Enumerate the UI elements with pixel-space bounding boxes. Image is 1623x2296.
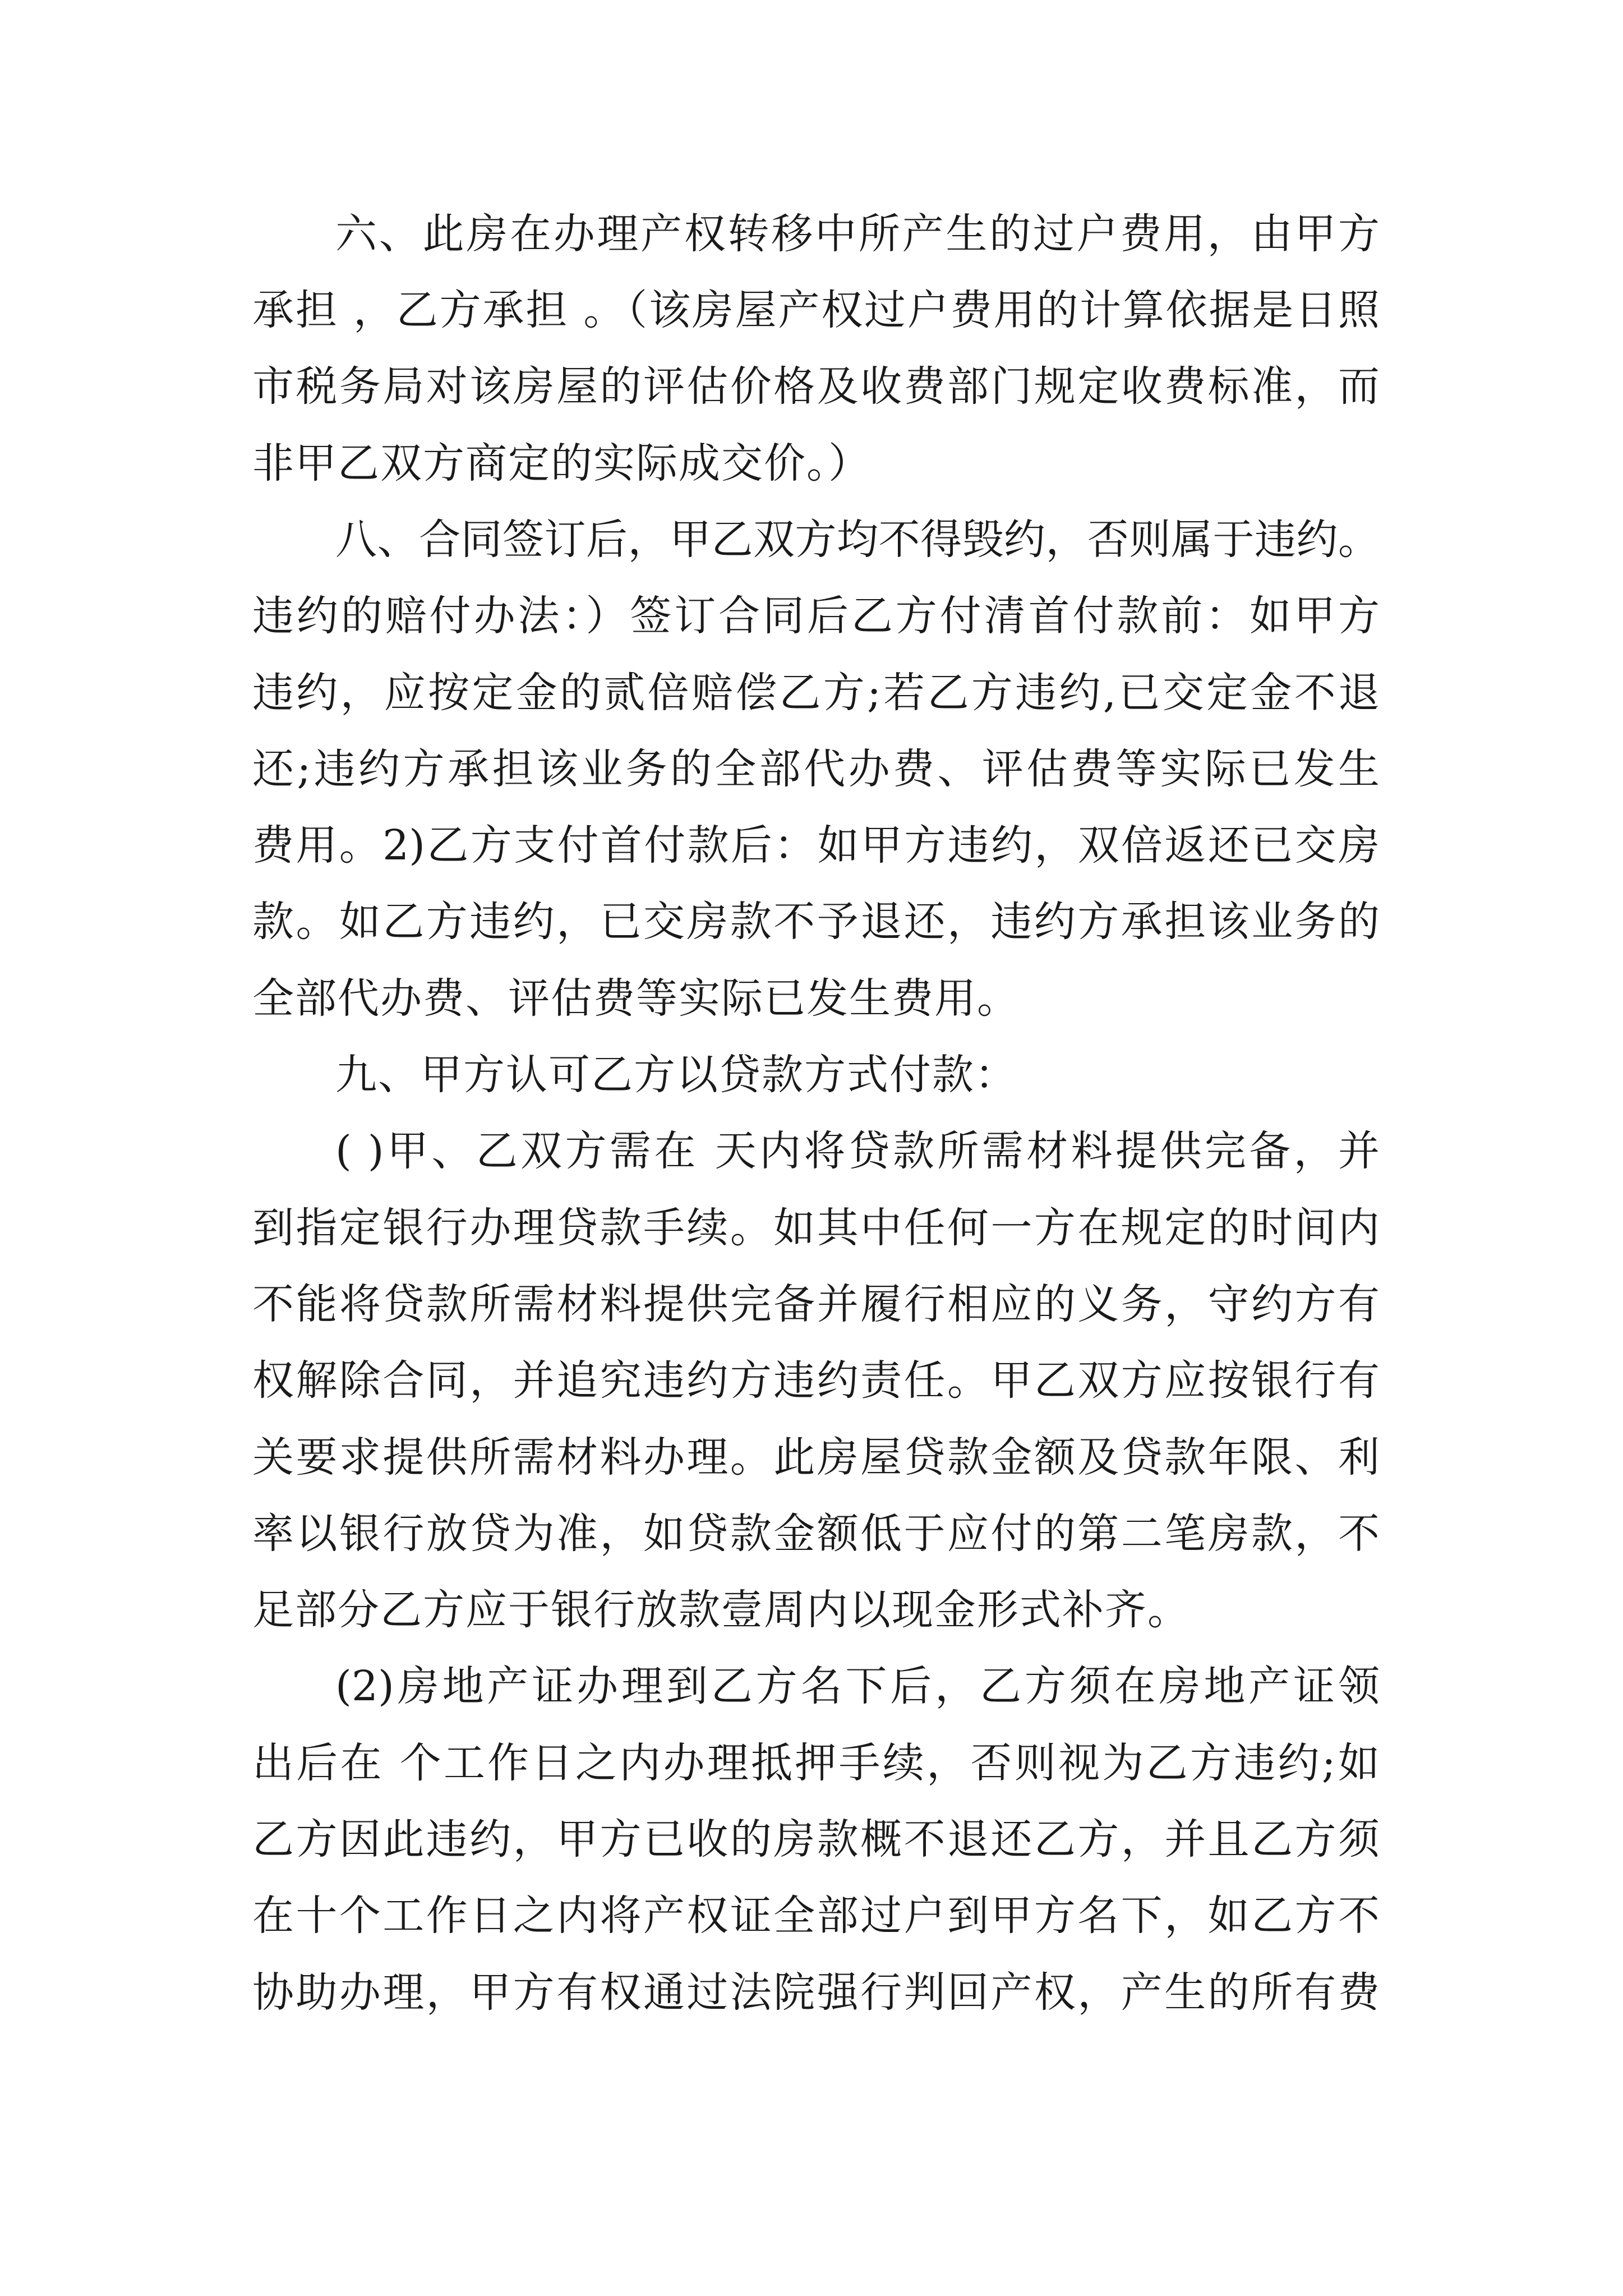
text-line: 承担 ，乙方承担 。（该房屋产权过户费用的计算依据是日照	[252, 286, 1380, 334]
text-line: 协助办理，甲方有权通过法院强行判回产权，产生的所有费	[252, 1968, 1380, 2017]
text-line: 违约，应按定金的贰倍赔偿乙方;若乙方违约,已交定金不退	[252, 669, 1380, 717]
text-line: 关要求提供所需材料办理。此房屋贷款金额及贷款年限、利	[252, 1433, 1380, 1481]
text-line: 权解除合同，并追究违约方违约责任。甲乙双方应按银行有	[252, 1356, 1380, 1405]
text-line: 九、甲方认可乙方以贷款方式付款：	[335, 1051, 1017, 1099]
text-line: 八、合同签订后，甲乙双方均不得毁约，否则属于违约。	[335, 516, 1380, 564]
text-line: 六、此房在办理产权转移中所产生的过户费用，由甲方	[335, 210, 1380, 258]
text-line: 违约的赔付办法：）签订合同后乙方付清首付款前：如甲方	[252, 592, 1380, 640]
text-line: 率以银行放贷为准，如贷款金额低于应付的第二笔房款，不	[252, 1510, 1380, 1558]
text-line: 款。如乙方违约，已交房款不予退还，违约方承担该业务的	[252, 898, 1380, 946]
text-line: 出后在 个工作日之内办理抵押手续，否则视为乙方违约;如	[252, 1739, 1380, 1787]
text-line: 在十个工作日之内将产权证全部过户到甲方名下，如乙方不	[252, 1892, 1380, 1940]
text-line: 不能将贷款所需材料提供完备并履行相应的义务，守约方有	[252, 1280, 1380, 1328]
text-line: 市税务局对该房屋的评估价格及收费部门规定收费标准，而	[252, 362, 1380, 411]
text-line: 还;违约方承担该业务的全部代办费、评估费等实际已发生	[252, 745, 1380, 793]
text-line: 全部代办费、评估费等实际已发生费用。	[252, 974, 1020, 1023]
text-line: 足部分乙方应于银行放款壹周内以现金形式补齐。	[252, 1586, 1190, 1634]
text-line: 到指定银行办理贷款手续。如其中任何一方在规定的时间内	[252, 1204, 1380, 1252]
text-line: ( )甲、乙双方需在 天内将贷款所需材料提供完备，并	[335, 1127, 1380, 1175]
text-line: 非甲乙双方商定的实际成交价。）	[252, 439, 871, 487]
text-line: (2)房地产证办理到乙方名下后，乙方须在房地产证领	[335, 1662, 1380, 1710]
text-line: 费用。2)乙方支付首付款后：如甲方违约，双倍返还已交房	[252, 821, 1380, 869]
text-line: 乙方因此违约，甲方已收的房款概不退还乙方，并且乙方须	[252, 1815, 1380, 1864]
